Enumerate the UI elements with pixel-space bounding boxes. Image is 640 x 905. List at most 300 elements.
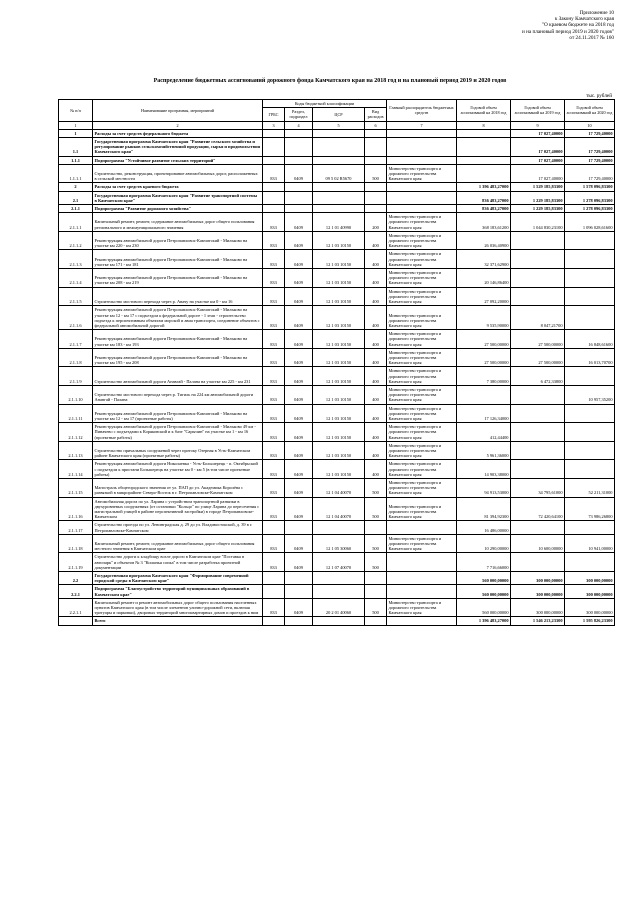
cell-grbs: 833 (263, 306, 285, 330)
col-index: 5 (313, 121, 365, 129)
cell-name: Капитальный ремонт, ремонт, содержание автомобильных дорог общего пользования регионального и межмуниципального значения (93, 213, 263, 232)
cell-section: 0409 (285, 497, 313, 521)
cell-gr (387, 156, 457, 164)
table-row (59, 534, 615, 553)
cell-vr: 400 (365, 306, 387, 330)
cell-2020: 17 729,40000 (565, 129, 615, 137)
cell-grbs: 833 (263, 460, 285, 479)
cell-section (285, 205, 313, 213)
cell-vr: 400 (365, 460, 387, 479)
table-row (59, 441, 615, 460)
cell-vr: 400 (365, 423, 387, 442)
cell-grbs: 833 (263, 553, 285, 572)
cell-section: 0409 (285, 164, 313, 183)
cell-2019: 1 229 185,83300 (511, 191, 565, 204)
table-row (59, 404, 615, 423)
cell-2019: 17 027,40000 (511, 156, 565, 164)
cell-csr: 12 1 01 40990 (313, 213, 365, 232)
cell-grbs: 833 (263, 534, 285, 553)
cell-vr: 500 (365, 553, 387, 572)
cell-vr: 400 (365, 404, 387, 423)
col-index: 2 (93, 121, 263, 129)
cell-gr (387, 521, 457, 534)
cell-2019: 1 229 185,83300 (511, 205, 565, 213)
cell-gr (387, 553, 457, 572)
cell-gr (387, 138, 457, 157)
cell-section (285, 129, 313, 137)
cell-section: 0409 (285, 287, 313, 306)
cell-grbs: 833 (263, 478, 285, 497)
cell-section (285, 138, 313, 157)
cell-name: Строительство автомобильной дороги Анавгай - Палана на участке км 225 - км 231 (93, 367, 263, 386)
cell-csr: 12 1 04 40070 (313, 478, 365, 497)
header-grbs: ГРБС (263, 108, 285, 121)
cell-vr: 400 (365, 441, 387, 460)
cell-grbs: 833 (263, 497, 285, 521)
cell-2020 (565, 460, 615, 479)
cell-vr (365, 617, 387, 625)
cell-2019: 72 420,64100 (511, 497, 565, 521)
cell-2018: 20 146,86400 (457, 269, 511, 288)
cell-gr: Министерство транспорта и дорожного строительства Камчатского края (387, 423, 457, 442)
cell-name: Государственная программа Камчатского края "Развитие сельского хозяйства и регулирование рынков сельскохозяйственной продукции, сырья и продовольствия Камчатского края" (93, 138, 263, 157)
cell-section: 0409 (285, 231, 313, 250)
cell-grbs (263, 183, 285, 191)
cell-gr: Министерство транспорта и дорожного строительства Камчатского края (387, 441, 457, 460)
cell-2018: 94 913,53000 (457, 478, 511, 497)
cell-section (285, 572, 313, 585)
cell-name: Реконструкция автомобильной дороги Петропавловск-Камчатский - Мильково на участке км 171 - км 181 (93, 250, 263, 269)
cell-2019 (511, 553, 565, 572)
col-index: 8 (457, 121, 511, 129)
cell-gr: Министерство транспорта и дорожного строительства Камчатского края (387, 287, 457, 306)
cell-section (285, 183, 313, 191)
cell-csr: 12 1 03 10150 (313, 330, 365, 349)
cell-2019 (511, 287, 565, 306)
table-row (59, 191, 615, 204)
cell-grbs: 833 (263, 330, 285, 349)
cell-2018: 7 380,00000 (457, 367, 511, 386)
cell-grbs: 833 (263, 441, 285, 460)
cell-csr: 12 1 03 10150 (313, 423, 365, 442)
cell-2020: 1 278 096,83300 (565, 205, 615, 213)
cell-grbs: 833 (263, 287, 285, 306)
cell-gr (387, 572, 457, 585)
cell-vr: 500 (365, 598, 387, 617)
cell-vr (365, 572, 387, 585)
cell-2018: 1 396 483,27000 (457, 617, 511, 625)
cell-csr: 09 5 02 R5670 (313, 164, 365, 183)
cell-name: Реконструкция автомобильной дороги Петропавловск-Камчатский - Мильково на участке км 220 - км 230 (93, 231, 263, 250)
cell-num: 2.1.1.8 (59, 348, 93, 367)
cell-num: 1.1.1.1 (59, 164, 93, 183)
col-index: 10 (565, 121, 615, 129)
cell-2018: 7 716,66000 (457, 553, 511, 572)
cell-section: 0409 (285, 330, 313, 349)
cell-num: 2.1.1.9 (59, 367, 93, 386)
col-index: 4 (285, 121, 313, 129)
table-row (59, 497, 615, 521)
units-label: тыс. рублей (586, 93, 612, 99)
cell-num: 2.2.1.1 (59, 598, 93, 617)
cell-csr (313, 156, 365, 164)
cell-2018: 27 500,00000 (457, 330, 511, 349)
cell-section: 0409 (285, 534, 313, 553)
cell-gr (387, 129, 457, 137)
cell-gr: Министерство транспорта и дорожного строительства Камчатского края (387, 213, 457, 232)
cell-2020 (565, 553, 615, 572)
cell-num: 2.1.1.3 (59, 250, 93, 269)
cell-2019 (511, 231, 565, 250)
cell-num: 2 (59, 183, 93, 191)
cell-vr (365, 205, 387, 213)
cell-2018: 5 961,36000 (457, 441, 511, 460)
cell-2020 (565, 250, 615, 269)
table-header-row (59, 100, 615, 108)
cell-2020: 52 211,31000 (565, 478, 615, 497)
table-row (59, 156, 615, 164)
cell-csr: 12 1 03 10150 (313, 287, 365, 306)
cell-name: Подпрограмма "Благоустройство территорий муниципальных образований в Камчатском крае" (93, 585, 263, 598)
cell-vr: 400 (365, 287, 387, 306)
cell-name: Строительство причальных сооружений через протоку Озерная в Усть-Камчатском районе Камчатского края (проектные работы) (93, 441, 263, 460)
appendix-line: и на плановый период 2019 и 2020 годов" (522, 28, 614, 35)
cell-section: 0409 (285, 460, 313, 479)
cell-2019 (511, 460, 565, 479)
cell-csr: 12 1 03 10150 (313, 385, 365, 404)
cell-num: 2.1.1.6 (59, 306, 93, 330)
cell-name: Капитальный ремонт и ремонт автомобильных дорог общего пользования населенных пунктов Камчатского края (в том числе элементов улично-дорожной сети, включая тротуары и парковки), дворовых территорий многоквартирных домов и проездов к ним (93, 598, 263, 617)
cell-gr: Министерство транспорта и дорожного строительства Камчатского края (387, 404, 457, 423)
table-row (59, 306, 615, 330)
cell-num: 2.1.1.14 (59, 460, 93, 479)
cell-name: Подпрограмма "Развитие дорожного хозяйства" (93, 205, 263, 213)
cell-name: Капитальный ремонт, ремонт, содержание автомобильных дорог общего пользования местного значения в Камчатском крае (93, 534, 263, 553)
cell-num: 2.1.1.10 (59, 385, 93, 404)
cell-num: 2.1.1.1 (59, 213, 93, 232)
cell-num: 2.2.1 (59, 585, 93, 598)
cell-grbs (263, 156, 285, 164)
cell-num: 2.1 (59, 191, 93, 204)
cell-2020: 1 595 826,23300 (565, 617, 615, 625)
col-index: 1 (59, 121, 93, 129)
cell-vr: 500 (365, 497, 387, 521)
appendix-line: "О краевом бюджете на 2018 год (541, 22, 614, 29)
cell-vr: 400 (365, 269, 387, 288)
cell-section: 0409 (285, 423, 313, 442)
cell-vr (365, 191, 387, 204)
cell-grbs: 833 (263, 598, 285, 617)
cell-2018 (457, 164, 511, 183)
cell-csr: 12 1 04 40070 (313, 497, 365, 521)
cell-csr (313, 191, 365, 204)
cell-gr: Министерство транспорта и дорожного строительства Камчатского края (387, 250, 457, 269)
cell-vr: 500 (365, 478, 387, 497)
cell-gr: Министерство транспорта и дорожного строительства Камчатского края (387, 460, 457, 479)
cell-2018: 32 371,62900 (457, 250, 511, 269)
cell-gr: Министерство транспорта и дорожного строительства Камчатского края (387, 164, 457, 183)
cell-csr: 12 1 03 10150 (313, 250, 365, 269)
cell-2019: 300 000,00000 (511, 585, 565, 598)
cell-name: Реконструкция автомобильной дороги Николаевка - Усть-Большерецк - п. Октябрьский с подъездом к пристани Большерецк на участке км 0 - км 5 (в том числе проектные работы) (93, 460, 263, 479)
table-row (59, 205, 615, 213)
cell-2018 (457, 138, 511, 157)
cell-2020: 73 986,26800 (565, 497, 615, 521)
cell-vr: 400 (365, 348, 387, 367)
table-row (59, 423, 615, 442)
cell-num: 1.1 (59, 138, 93, 157)
cell-name: Строительство дороги к кладбищу возле дороги в Камчатском крае "Поставка в автопарк" и объектов № 3 "Кошачья сопка" в том числе разработка проектной документации (93, 553, 263, 572)
cell-2019 (511, 269, 565, 288)
table-row (59, 287, 615, 306)
cell-2018: 14 903,38000 (457, 460, 511, 479)
cell-2019: 1 529 185,83300 (511, 183, 565, 191)
cell-csr: 12 1 05 30060 (313, 534, 365, 553)
cell-gr: Министерство транспорта и дорожного строительства Камчатского края (387, 306, 457, 330)
cell-2019 (511, 250, 565, 269)
cell-csr: 12 1 03 10150 (313, 231, 365, 250)
cell-gr: Министерство транспорта и дорожного строительства Камчатского края (387, 269, 457, 288)
cell-section: 0409 (285, 367, 313, 386)
cell-csr: 12 1 07 40070 (313, 553, 365, 572)
cell-2020 (565, 306, 615, 330)
cell-csr: 20 2 01 40060 (313, 598, 365, 617)
cell-gr: Министерство транспорта и дорожного строительства Камчатского края (387, 478, 457, 497)
cell-section (285, 617, 313, 625)
cell-gr (387, 205, 457, 213)
table-row (59, 330, 615, 349)
cell-section (285, 521, 313, 534)
cell-grbs: 833 (263, 348, 285, 367)
cell-name: Реконструкция автомобильной дороги Петропавловск-Камчатский - Мильково на участке км 12 - км 17 с подъездом к федеральной дороге - 1 этап - строительство подъезда к перспективным объектам морской и авиа транспорта, соединение объектов с федеральной автомобильной дорогой (93, 306, 263, 330)
cell-2019 (511, 385, 565, 404)
table-row (59, 521, 615, 534)
table-row (59, 478, 615, 497)
cell-num: 2.1.1.12 (59, 423, 93, 442)
cell-section: 0409 (285, 269, 313, 288)
cell-2019: 17 027,40000 (511, 129, 565, 137)
cell-2019: 1 044 830,23100 (511, 213, 565, 232)
cell-2019: 8 047,21700 (511, 306, 565, 330)
cell-gr: Министерство транспорта и дорожного строительства Камчатского края (387, 231, 457, 250)
col-index: 3 (263, 121, 285, 129)
cell-gr: Министерство транспорта и дорожного строительства Камчатского края (387, 330, 457, 349)
cell-gr: Министерство транспорта и дорожного строительства Камчатского края (387, 497, 457, 521)
cell-grbs: 833 (263, 367, 285, 386)
cell-section: 0409 (285, 441, 313, 460)
cell-grbs: 833 (263, 213, 285, 232)
cell-grbs: 833 (263, 269, 285, 288)
cell-2020 (565, 441, 615, 460)
cell-vr: 200 (365, 213, 387, 232)
cell-2020 (565, 521, 615, 534)
cell-2019: 17 027,40000 (511, 138, 565, 157)
cell-grbs (263, 572, 285, 585)
cell-vr (365, 129, 387, 137)
cell-gr: Министерство транспорта и дорожного строительства Камчатского края (387, 598, 457, 617)
cell-name: Строительство, реконструкция, проектирование автомобильных дорог, расположенных в сельской местности (93, 164, 263, 183)
cell-num (59, 617, 93, 625)
cell-csr: 12 1 03 10150 (313, 306, 365, 330)
cell-2018: 81 394,92300 (457, 497, 511, 521)
cell-gr: Министерство транспорта и дорожного строительства Камчатского края (387, 385, 457, 404)
cell-num: 1.1.1 (59, 156, 93, 164)
cell-vr: 500 (365, 164, 387, 183)
cell-2020 (565, 423, 615, 442)
table-row (59, 572, 615, 585)
table-row (59, 213, 615, 232)
cell-2020 (565, 287, 615, 306)
cell-2018: 412,44400 (457, 423, 511, 442)
cell-2020: 300 000,00000 (565, 598, 615, 617)
cell-2018: 560 000,00000 (457, 585, 511, 598)
header-vr: Вид расходов (365, 108, 387, 121)
cell-2020 (565, 231, 615, 250)
cell-num: 2.1.1 (59, 205, 93, 213)
cell-grbs (263, 617, 285, 625)
cell-2018: 27 500,00000 (457, 348, 511, 367)
col-index: 9 (511, 121, 565, 129)
cell-csr (313, 572, 365, 585)
cell-section (285, 191, 313, 204)
cell-num: 2.1.1.16 (59, 497, 93, 521)
cell-csr: 12 1 03 10150 (313, 460, 365, 479)
cell-name: Реконструкция автомобильной дороги Петропавловск-Камчатский - Мильково на участке км 208 - км 219 (93, 269, 263, 288)
cell-grbs (263, 205, 285, 213)
cell-csr (313, 617, 365, 625)
cell-vr (365, 156, 387, 164)
cell-num: 2.1.1.17 (59, 521, 93, 534)
cell-2020 (565, 367, 615, 386)
cell-csr (313, 205, 365, 213)
cell-2019 (511, 521, 565, 534)
column-index-row (59, 121, 615, 129)
cell-num: 2.1.1.19 (59, 553, 93, 572)
col-index: 7 (387, 121, 457, 129)
cell-name: Строительство мостового перехода через р. Авачу на участке км 0 - км 16 (93, 287, 263, 306)
table-row (59, 138, 615, 157)
cell-grbs: 833 (263, 250, 285, 269)
cell-2018 (457, 385, 511, 404)
cell-vr: 400 (365, 330, 387, 349)
cell-section: 0409 (285, 553, 313, 572)
cell-2018 (457, 156, 511, 164)
cell-2019 (511, 423, 565, 442)
cell-section (285, 585, 313, 598)
header-name: Наименование программы, мероприятий (93, 100, 263, 122)
cell-grbs: 833 (263, 423, 285, 442)
cell-num: 2.1.1.2 (59, 231, 93, 250)
cell-csr (313, 585, 365, 598)
col-index: 6 (365, 121, 387, 129)
cell-grbs: 833 (263, 404, 285, 423)
cell-gr: Министерство транспорта и дорожного строительства Камчатского края (387, 348, 457, 367)
cell-2019 (511, 441, 565, 460)
table-row (59, 460, 615, 479)
cell-section (285, 156, 313, 164)
cell-2018: 836 483,27000 (457, 205, 511, 213)
cell-2018: 368 183,61200 (457, 213, 511, 232)
cell-vr (365, 138, 387, 157)
cell-csr (313, 521, 365, 534)
cell-section: 0409 (285, 598, 313, 617)
cell-name: Государственная программа Камчатского края "Развитие транспортной системы в Камчатском крае" (93, 191, 263, 204)
cell-2020 (565, 404, 615, 423)
cell-grbs: 833 (263, 164, 285, 183)
cell-2019: 1 546 213,23300 (511, 617, 565, 625)
cell-name: Реконструкция автомобильной дороги Петропавловск-Камчатский - Мильково 49 км - Пиначево с подъездами к Коряковский и к базе "Сарычин" на участке км 1 - км 16 (проектные работы) (93, 423, 263, 442)
cell-2018: 10 290,00000 (457, 534, 511, 553)
cell-num: 1 (59, 129, 93, 137)
header-cs: ЦСР (313, 108, 365, 121)
cell-2020 (565, 269, 615, 288)
cell-2020: 300 000,00000 (565, 585, 615, 598)
cell-name: Государственная программа Камчатского края "Формирование современной городской среды в Камчатском крае" (93, 572, 263, 585)
cell-csr (313, 183, 365, 191)
cell-gr (387, 617, 457, 625)
cell-2020: 1 096 028,61600 (565, 213, 615, 232)
cell-csr: 12 1 03 10150 (313, 348, 365, 367)
cell-gr: Министерство транспорта и дорожного строительства Камчатского края (387, 534, 457, 553)
table-row (59, 585, 615, 598)
cell-2020: 16 013,70700 (565, 348, 615, 367)
cell-num: 2.1.1.15 (59, 478, 93, 497)
budget-table (58, 99, 615, 626)
cell-grbs (263, 129, 285, 137)
cell-gr (387, 585, 457, 598)
table-row (59, 183, 615, 191)
table-row (59, 617, 615, 625)
table-row (59, 553, 615, 572)
cell-vr: 400 (365, 231, 387, 250)
cell-2020: 1 278 096,83300 (565, 191, 615, 204)
cell-2019: 27 500,00000 (511, 330, 565, 349)
cell-2018: 16 486,00000 (457, 521, 511, 534)
cell-2020: 10 957,35200 (565, 385, 615, 404)
cell-2018: 17 126,34000 (457, 404, 511, 423)
table-row (59, 348, 615, 367)
cell-vr: 400 (365, 250, 387, 269)
cell-vr: 400 (365, 367, 387, 386)
cell-2018: 9 535,90000 (457, 306, 511, 330)
header-rz: Раздел, подраздел (285, 108, 313, 121)
cell-2018: 560 000,00000 (457, 572, 511, 585)
cell-section: 0409 (285, 306, 313, 330)
cell-num: 2.1.1.7 (59, 330, 93, 349)
cell-num: 2.1.1.11 (59, 404, 93, 423)
header-2019: Годовой объем ассигнований на 2019 год (511, 100, 565, 122)
cell-name: Расходы за счет средств федерального бюджета (93, 129, 263, 137)
cell-gr (387, 183, 457, 191)
appendix-line: Приложение 10 (579, 10, 614, 16)
cell-2018: 836 483,27000 (457, 191, 511, 204)
cell-2019: 17 027,40000 (511, 164, 565, 183)
cell-section: 0409 (285, 385, 313, 404)
document-title: Распределение бюджетных ассигнований дорожного фонда Камчатского края на 2018 год и на плановый период 2019 и 2020 годов (153, 78, 507, 84)
cell-2020: 17 729,40000 (565, 138, 615, 157)
cell-2019: 6 472,33800 (511, 367, 565, 386)
table-row (59, 385, 615, 404)
cell-section: 0409 (285, 348, 313, 367)
cell-vr: 500 (365, 534, 387, 553)
appendix-line: от 24.11.2017 № 160 (569, 34, 614, 41)
header-2018: Годовой объем ассигнований на 2018 год (457, 100, 511, 122)
cell-name: Всего (93, 617, 263, 625)
cell-2019: 27 500,00000 (511, 348, 565, 367)
cell-section: 0409 (285, 213, 313, 232)
header-codes: Коды бюджетной классификации (263, 100, 387, 108)
header-2020: Годовой объем ассигнований на 2020 год (565, 100, 615, 122)
